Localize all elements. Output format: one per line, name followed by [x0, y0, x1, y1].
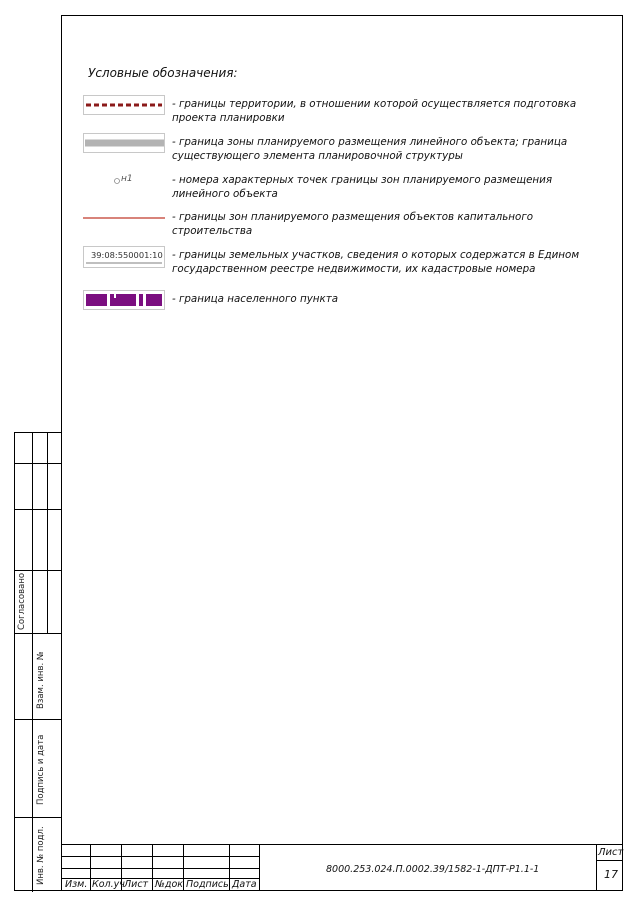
cadastral-symbol — [83, 246, 165, 268]
col-kol-uch: Кол.уч — [92, 879, 125, 890]
document-code: 8000.253.024.П.0002.39/1582-1-ДПТ-Р1.1-1 — [326, 864, 540, 875]
point-label-sample: н1 — [121, 174, 133, 184]
legend-text: - граница зоны планируемого размещения линейного объекта; граница существующего элемента планировочной структуры — [172, 136, 568, 162]
cadastral-sample: 39:08:550001:10 — [91, 250, 163, 260]
col-signature: Подпись — [186, 879, 229, 890]
purple-bar-symbol — [83, 290, 165, 310]
dashed-line-symbol — [83, 95, 165, 115]
sheet-label: Лист — [598, 847, 624, 858]
agreed-label: Согласовано — [17, 572, 27, 630]
signature-date-label: Подпись и дата — [36, 734, 46, 805]
col-date: Дата — [232, 879, 257, 890]
legend-text: - границы территории, в отношении которой осуществляется подготовка проекта планировки — [172, 98, 577, 124]
col-izm: Изм. — [65, 879, 88, 890]
legend-text: - граница населенного пункта — [172, 293, 339, 305]
point-label-symbol — [83, 171, 165, 191]
sheet-number: 17 — [604, 868, 618, 881]
side-stamp — [14, 432, 61, 891]
gray-line-symbol — [83, 133, 165, 153]
red-line-symbol — [83, 208, 165, 228]
title-block — [61, 844, 623, 891]
col-list: Лист — [124, 879, 149, 890]
legend-text: - границы земельных участков, сведения о которых содержатся в Едином государственном реестре недвижимости, их кадастровые номера — [172, 249, 580, 275]
col-doc-number: №док — [155, 879, 183, 890]
original-inv-label: Инв. № подл. — [36, 826, 46, 885]
legend-title: Условные обозначения: — [88, 66, 238, 80]
legend-text: - границы зон планируемого размещения объектов капитального строительства — [172, 211, 534, 237]
replacement-inv-label: Взам. инв. № — [36, 651, 46, 709]
legend-text: - номера характерных точек границы зон планируемого размещения линейного объекта — [172, 174, 553, 200]
